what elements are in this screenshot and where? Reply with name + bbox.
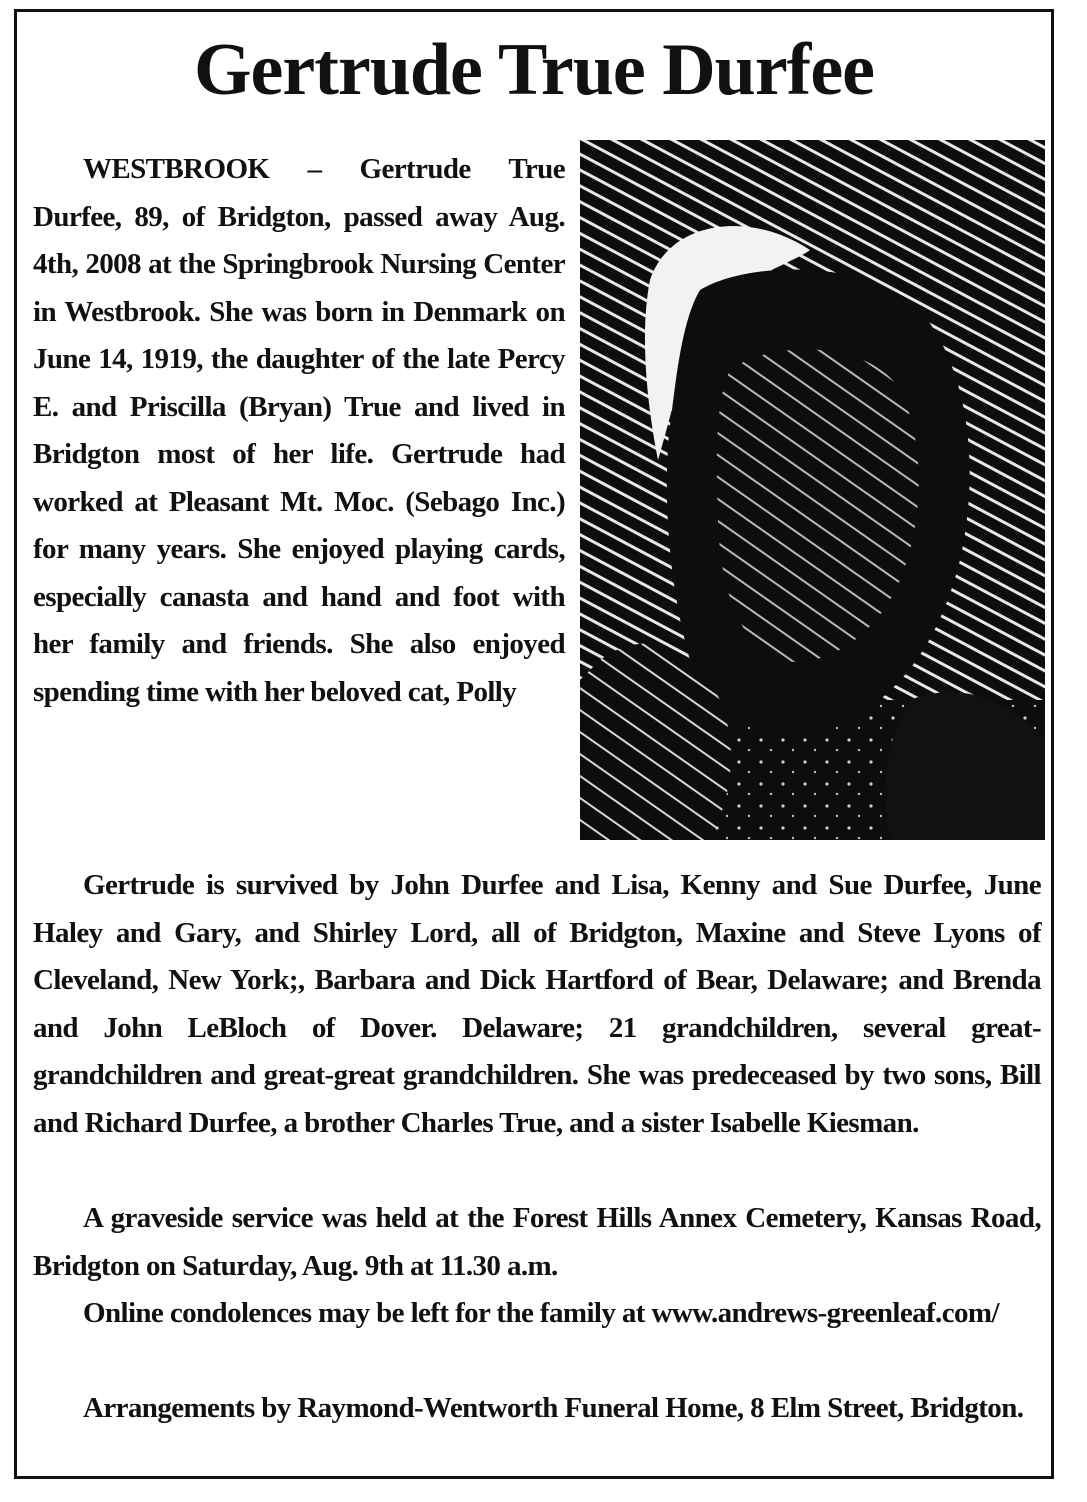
- portrait-photo-graphic: [580, 140, 1045, 840]
- paragraph-survivors: Gertrude is survived by John Durfee and Lisa, Kenny and Sue Durfee, June Haley and Gary, and Shirley Lord, all of Bridgton, Maxine and Steve Lyons of Cleveland, New York;, Barbara and Dick Hartford of Bear, Delaware; and Brenda and John LeBloch of Dover. Delaware; 21 grandchildren, several great-grandchildren and great-great grandchildren. She was predeceased by two sons, Bill and Richard Durfee, a brother Charles True, and a sister Isabelle Kiesman.: [33, 869, 1041, 1139]
- paragraph-service: A graveside service was held at the Forest Hills Annex Cemetery, Kansas Road, Bridgton on Saturday, Aug. 9th at 11.30 a.m.: [33, 1202, 1041, 1282]
- paragraph-arrangements: Arrangements by Raymond-Wentworth Funeral Home, 8 Elm Street, Bridgton.: [83, 1392, 1024, 1424]
- paragraph-intro: WESTBROOK – Gertrude True Durfee, 89, of Bridgton, passed away Aug. 4th, 2008 at the Springbrook Nursing Center in Westbrook. She was born in Denmark on June 14, 1919, the daughter of the late Percy E. and Priscilla (Bryan) True and lived in Bridgton most of her life. Gertrude had worked at Pleasant Mt. Moc. (Sebago Inc.) for many years. She enjoyed playing cards, especially canasta and hand and foot with her family and friends. She also enjoyed spending time with her beloved cat, Polly: [33, 153, 565, 708]
- obituary-clipping: [14, 9, 1054, 1479]
- portrait-photo-icon: [580, 140, 1045, 840]
- paragraph-condolences: Online condolences may be left for the family at www.andrews-greenleaf.com/: [83, 1297, 999, 1329]
- headline: Gertrude True Durfee: [193, 29, 875, 111]
